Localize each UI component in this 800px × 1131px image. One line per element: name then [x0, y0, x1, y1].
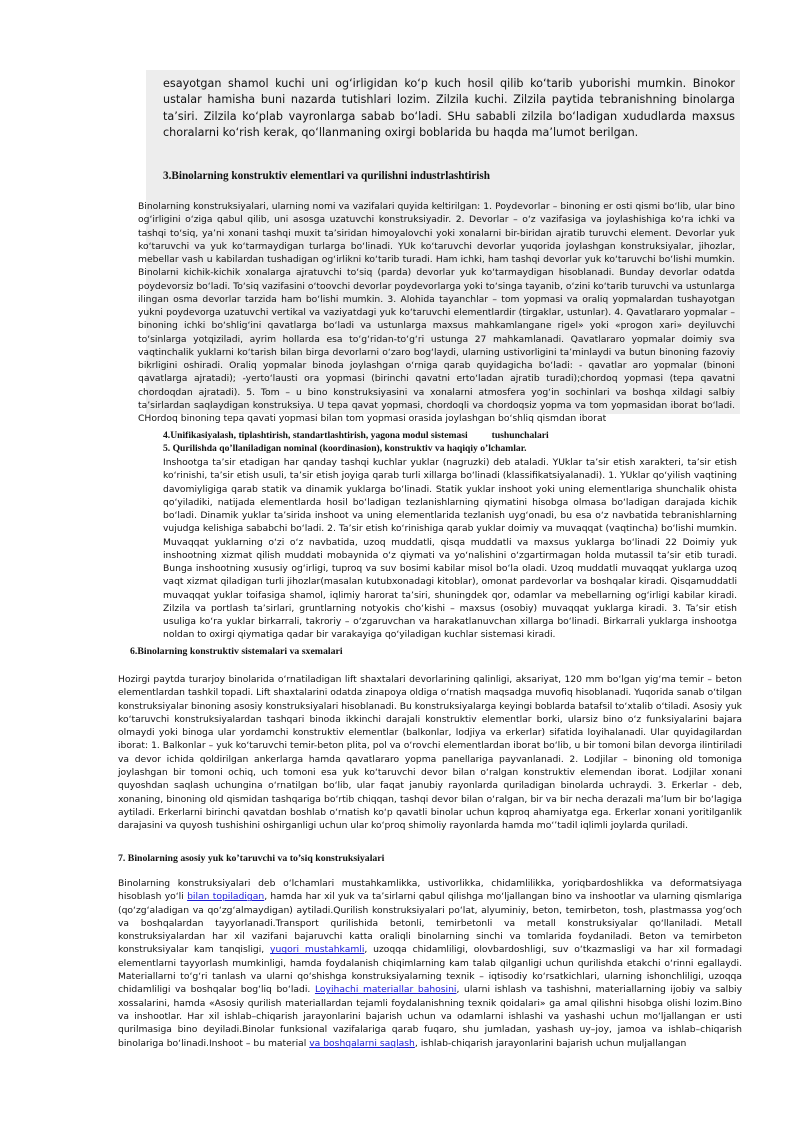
- link-yuqori-mustahkamli[interactable]: yuqori mustahkamli: [270, 944, 365, 956]
- intro-paragraph: esayotgan shamol kuchi uni og‘irligidan ko‘p kuch hosil qilib ko‘tarib yuborishi mumkin. Binokor ustalar hamisha buni nazarda tutishlari lozim. Zilzila kuchi. Zilzila paytida tebranishning binolarga ta’siri. Zilzila ko‘plab vayronlarga sabab bo‘ladi. SHu sababli zilzila bo‘ladigan xududlarda maxsus choralarni ko‘rish kerak, qo‘llanmaning oxirgi boblarida bu haqda ma’lumot berilgan.: [163, 77, 735, 140]
- section-4-heading: 4.Unifikasiyalash, tiplashtirish, standartlashtirish, yagona modul sistemasi tushunchalari: [163, 430, 549, 441]
- section-5-body: Inshootga ta’sir etadigan har qanday tashqi kuchlar yuklar (nagruzki) deb ataladi. YUklar ta’sir etish xarakteri, ta’sir etish ko‘rinishi, ta’sir etish usuli, ta’sir etish joyiga qarab turli xillarga bo‘linadi (klassifikatsiyalanadi). 1. YUklar qo‘yilish vaqtining davomiyligiga qarab statik va dinamik yuklarga bo‘linadi. Statik yuklar inshoot yoki uning elementlariga shunchalik ohista qo‘yiladiki, natijada elementlarda hosil bo‘ladigan tezlanishlarning qiymatini hisobga olmasa bo‘ladigan darajada kichik bo‘ladi. Dinamik yuklar ta’sirida inshoot va uning elementlarida tezlanish uyg‘onadi, bu esa o‘z navbatida tebranishlarning vujudga kelishiga sababchi bo‘ladi. 2. Ta’sir etish ko‘rinishiga qarab yuklar doimiy va muvaqqat (vaqtincha) bo‘lishi mumkin. Muvaqqat yuklarning o‘zi o‘z navbatida, uzoq muddatli, qisqa muddatli va maxsus yuklarga bo‘linadi 22 Doimiy yuk inshootning xizmat qilish muddati mobaynida o‘z qiymati va yo‘nalishini o‘zgartirmagan holda mutassil ta’sir etib turadi. Bunga inshootning xususiy og‘irligi, tuproq va suv bosimi kabilar misol bo‘la oladi. Uzoq muddatli muvaqqat yuklarga uzoq vaqt xizmat qiladigan turli jihozlar(masalan kutubxonadagi kitoblar), omonat pardevorlar va boshqalar kiradi. Qisqamuddatli muvaqqat yuklar toifasiga shamol, iqlimiy harorat ta’siri, shuningdek qor, odamlar va mebellarning og‘irligi kabilar kiradi. Zilzila va portlash ta’sirlari, gruntlarning notyokis cho‘kishi – maxsus (osobiy) muvaqqat yuklarga kiradi. 3. Ta’sir etish usuliga ko‘ra yuklar birkarrali, takroriy – o‘zgaruvchan va harakatlanuvchan xillarga bo‘linadi. Birkarrali yuklarga inshootga noldan to oxirgi qiymatiga qadar bir varakayiga qo‘yiladigan kuchlar sistemasi kiradi.: [163, 457, 737, 641]
- section-7-text: , ularni ishlash va tashishni, materiallarning ijobiy va salbiy xossalarini, hamda «Asosiy qurilish materiallardan tejamli foydalanishning texnik qoidalari» ga amal qilishni hisobga olishi lozim.Bino va inshootlar. Har xil ishlab–chiqarish jarayonlarini bajarish uchun va odamlarni ishlashi va yashashi uchun mo‘ljallangan er usti qurilmasiga bino deyiladi.Binolar funksional vazifalariga qarab fuqaro, shu jumladan, yashash uy–joy, jamoa va ishlab–chiqarish binolariga bo‘linadi.Inshoot – bu material: [118, 984, 743, 1049]
- section-5-heading: 5. Qurilishda qo’llaniladigan nominal (koordinasion), konstruktiv va haqiqiy o’lchamlar.: [163, 443, 527, 454]
- link-loyihachi-materiallar-bahosini[interactable]: Loyihachi materiallar bahosini: [314, 984, 457, 996]
- section-7-text: , ishlab-chiqarish jarayonlarini bajarish uchun muljallangan: [414, 1037, 687, 1049]
- section-6-heading: 6.Binolarning konstruktiv sistemalari va sxemalari: [130, 646, 343, 657]
- section-3-body: Binolarning konstruksiyalari, ularning nomi va vazifalari quyida keltirilgan: 1. Poydevorlar – binoning er osti qismi bo‘lib, ular bino og‘irligini o‘ziga qabul qilib, uni asosga uzatuvchi konstruksiyadir. 2. Devorlar – o‘z vazifasiga va joylashishiga ko‘ra ichki va tashqi to‘siq, ya’ni xonani tashqi muxit ta’siridan himoyalovchi yoki xonalarni bir-biridan ajratib turuvchi element. Devorlar yuk ko‘taruvchi va yuk ko‘tarmaydigan turlarga bo‘linadi. YUk ko‘taruvchi devorlar yuqorida joylashgan konstruksiyalar, jihozlar, mebellar vash u kabilardan tushadigan og‘irlikni ko‘tarib turadi. Ham ichki, ham tashqi devorlar yuk ko‘taruvchi bo‘lishi mumkin. Binolarni kichik-kichik xonalarga ajratuvchi to‘siq (parda) devorlar yuk ko‘tarmaydigan hisoblanadi. Bunday devorlar odatda poydevorsiz bo‘ladi. To‘siq vazifasini o‘toovchi devorlar poydevorlarga yoki to‘singa tayanib, o‘zini ko‘tarib turuvchi va ustunlarga ilingan osma devorlar tarzida ham bo‘lishi mumkin. 3. Alohida tayanchlar – tom yopmasi va oraliq yopmalardan tushayotgan yukni poydevorga uzatuvchi vertikal va vaziyatdagi yuk ko‘taruvchi elementlardir (tirgaklar, ustunlar). 4. Qavatlararo yopmalar – binoning ichki bo‘shlig‘ini qavatlarga bo‘ladi va ustunlarga maxsus mahkamlangane rigel» yoki «progon xari» deyiluvchi to‘sinlarga yotqiziladi, ayrim hollarda esa to‘g‘ridan-to‘g‘ri ustunga 27 mahkamlanadi. Qavatlararo yopmalar doimiy sva vaqtinchalik yuklarni ko‘tarish bilan birga devorlarni o‘zaro bog‘laydi, ularning ustivorligini ta’minlaydi va butun binoning fazoviy bikrligini oshiradi. Oraliq yopmalar binoda joylashgan o‘rniga qarab quyidagicha bo‘ladi: - qavatlar aro yopmalar (binoni qavatlarga ajratadi); -yerto‘lausti ora yopmasi (birinchi qavatni erto‘ladan ajratib turadi);chordoq yopmasi (tepa qavatni chordoqdan ajratadi). 5. Tom – u bino konstruksiyasini va xonalarni atmosfera yog‘in sochinlari va boshqa xildagi salbiy ta’sirlardan saqlaydigan konstruksiya. U tepa qavat yopmasi, chordoqli va chordoqsiz yopma va tom yopmasidan iborat bo‘ladi. CHordoq binoning tepa qavati yopmasi bilan tom yopmasi orasida joylashgan bo‘shliq qismdan iborat: [138, 201, 735, 424]
- section-7-text: Binolarning konstruksiyalari deb o‘lchamlari mustahkamlikka, ustivorlikka, chidamlilikka, yoriqbardoshlikka va deformatsiyaga hisoblash yo‘li: [118, 878, 742, 903]
- section-7-body: [118, 877, 742, 1050]
- section-6-body: Hozirgi paytda turarjoy binolarida o‘rnatiladigan lift shaxtalari devorlarining qalinligi, aksariyat, 120 mm bo‘lgan yig‘ma temir – beton elementlardan tashkil topadi. Lift shaxtalarini odatda zinapoya oldiga o‘rnatish maqsadga muvofiq hisoblanadi. Yuqorida sanab o‘tilgan konstruksiyalar binoning asosiy konstruksiyalari hisoblanadi. Bu konstruksiyalarga keyingi boblarda batafsil to‘xtalib o‘tiladi. Asosiy yuk ko‘taruvchi konstruksiyalardan tashqari binoda ikkinchi darajali konstruktiv elementlar borki, ularsiz bino o‘z funksiyalarini bajara olmaydi yoki binoga ular yordamchi konstruktiv elementlar (balkonlar, lodjiya va erkerlar) sifatida loyihalanadi. Ular quyidagilardan iborat: 1. Balkonlar – yuk ko‘taruvchi temir-beton plita, pol va o‘rovchi elementlardan iborat bo‘lib, u bir tomoni bilan devorga ilintiriladi va devor ichida qoldirilgan ankerlarga hamda qavatlararo yopma panellariga payvanlanadi. 2. Lodjilar – binoning old tomoniga joylashgan bir tomoni ochiq, uch tomoni esa yuk ko‘taruvchi devor bilan o‘ralgan konstruktiv elemendan iborat. Lodjilar xonani quyoshdan saqlash uchungina o‘rnatilgan bo‘lib, ular faqat janubiy rayonlarda quriladigan binolarda uchraydi. 3. Erkerlar - deb, xonaning, binoning old qismidan tashqariga bo‘rtib chiqqan, tashqi devor bilan o‘ralgan, bir va bir necha derazali ma’lum bir bo‘lagiga aytiladi. Erkerlarni birinchi qavatdan boshlab o‘rnatish ko‘p qavatli binolar uchun kqproq ahamiyatga ega. Erkerlar xonani yoritilganlik darajasini va quyosh tushishini oshirganligi uchun ular ko‘proq shimoliy rayonlarda hamda mo‘’tadil iqlimli joylarda quriladi.: [118, 674, 742, 832]
- link-va-boshqalarni-saqlash[interactable]: va boshqalarni saqlash: [309, 1037, 415, 1049]
- section-7-text: , hamda har xil yuk va ta’sirlarni qabul qilishga mo‘ljallangan bino va inshootlar va ularning qismlariga (qo‘zg‘aladigan va qo‘zg‘almaydigan) aytiladi.Qurilish konstruksiyalari po‘lat, alyuminiy, beton, temirbeton, tosh, plastmassa yog‘och va boshqalardan tayyorlanadi.Transport qurilishida betonli, temirbetonli va metall konstruksiyalar qo‘llaniladi. Metall konstruksiyalardan har xil vazifani bajaruvchi katta oraliqli binolarning sinchi va tomlarida foydaniladi. Beton va temirbeton konstruksiyalar kam tanqisligi,: [118, 891, 742, 956]
- link-bilan-topiladigan[interactable]: bilan topiladigan: [187, 891, 265, 903]
- section-7-heading: 7. Binolarning asosiy yuk ko’taruvchi va to’siq konstruksiyalari: [118, 853, 385, 864]
- section-7-text: , uzoqqa chidamliligi, olovbardoshligi, suv o‘tkazmasligi va har xil formadagi elementlarni tayyorlash mumkinligi, hamda foydalanish chiqimlarning kam talab qilganligi uchun qurilishda etakchi o‘rinni egallaydi. Materiallarni to‘g‘ri tanlash va ularni qo‘shishga konstruksiyalarning texnik – iqtisodiy ko‘rsatkichlari, ularning ishonchliligi, uzoqqa chidamliligi va boshqalar bog‘liq bo‘ladi.: [118, 944, 743, 996]
- section-3-heading: 3.Binolarning konstruktiv elementlari va qurilishni industrlashtirish: [163, 170, 490, 182]
